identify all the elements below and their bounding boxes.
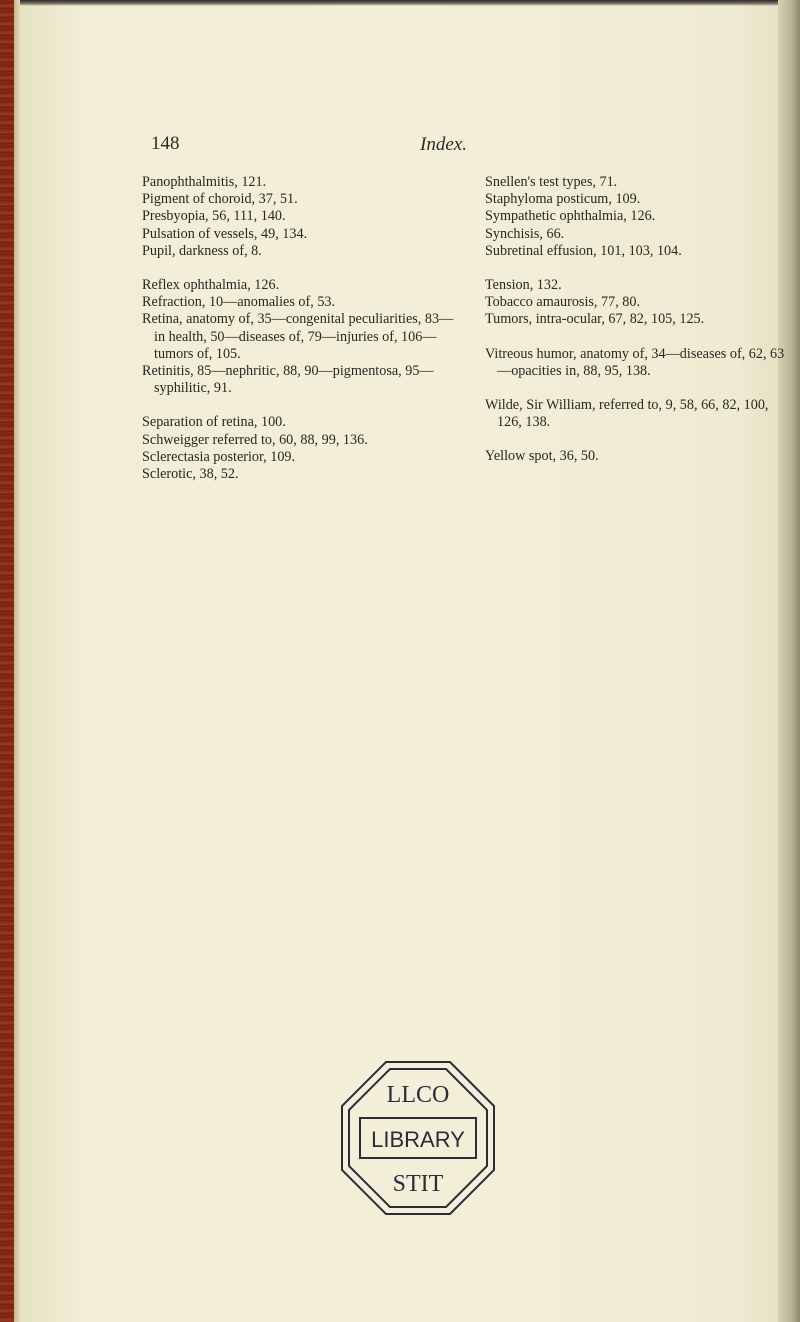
index-entry: Sympathetic ophthalmia, 126.	[485, 208, 656, 225]
index-entry: Vitreous humor, anatomy of, 34—diseases of, 62, 63—opacities in, 88, 95, 138.	[485, 345, 785, 379]
index-column-left	[142, 174, 462, 483]
index-entry: Subretinal effusion, 101, 103, 104.	[485, 242, 682, 259]
index-entry: Sclerotic, 38, 52.	[142, 466, 239, 483]
index-entry: Pupil, darkness of, 8.	[142, 242, 262, 259]
index-entry: Schweigger referred to, 60, 88, 99, 136.	[142, 431, 368, 448]
stamp-center-text: LIBRARY	[371, 1127, 465, 1152]
running-head: Index.	[420, 134, 467, 155]
index-entry: Retina, anatomy of, 35—congenital peculiarities, 83—in health, 50—diseases of, 79—injuries of, 106—tumors of, 105.	[142, 311, 454, 362]
index-entry: Panophthalmitis, 121.	[142, 174, 267, 190]
index-entry: Snellen's test types, 71.	[485, 174, 618, 190]
index-entry: Synchisis, 66.	[485, 225, 565, 242]
index-entry: Presbyopia, 56, 111, 140.	[142, 208, 286, 225]
library-stamp	[338, 1058, 498, 1218]
index-entry: Wilde, Sir William, referred to, 9, 58, 66, 82, 100, 126, 138.	[485, 397, 769, 431]
index-entry: Refraction, 10—anomalies of, 53.	[142, 294, 336, 311]
index-entry: Pigment of choroid, 37, 51.	[142, 191, 298, 208]
index-column-right	[485, 174, 790, 466]
group-spacer	[485, 380, 790, 397]
group-spacer	[142, 397, 462, 414]
page-number: 148	[151, 133, 180, 154]
index-entry: Tobacco amaurosis, 77, 80.	[485, 294, 641, 311]
index-entry: Separation of retina, 100.	[142, 414, 286, 431]
index-entry: Sclerectasia posterior, 109.	[142, 448, 296, 465]
group-spacer	[485, 431, 790, 448]
group-spacer	[142, 260, 462, 277]
index-entry: Retinitis, 85—nephritic, 88, 90—pigmentosa, 95—syphilitic, 91.	[142, 363, 434, 397]
group-spacer	[485, 329, 790, 346]
index-entry: Yellow spot, 36, 50.	[485, 448, 599, 465]
index-entry: Pulsation of vessels, 49, 134.	[142, 225, 308, 242]
stamp-top-text: LLCO	[386, 1082, 450, 1108]
index-entry: Tumors, intra-ocular, 67, 82, 105, 125.	[485, 311, 705, 328]
index-entry: Reflex ophthalmia, 126.	[142, 277, 280, 294]
page-top-edge	[20, 0, 800, 6]
index-entry: Tension, 132.	[485, 277, 562, 294]
index-entry: Staphyloma posticum, 109.	[485, 191, 641, 208]
group-spacer	[485, 260, 790, 277]
stamp-bottom-text: STIT	[392, 1171, 444, 1197]
